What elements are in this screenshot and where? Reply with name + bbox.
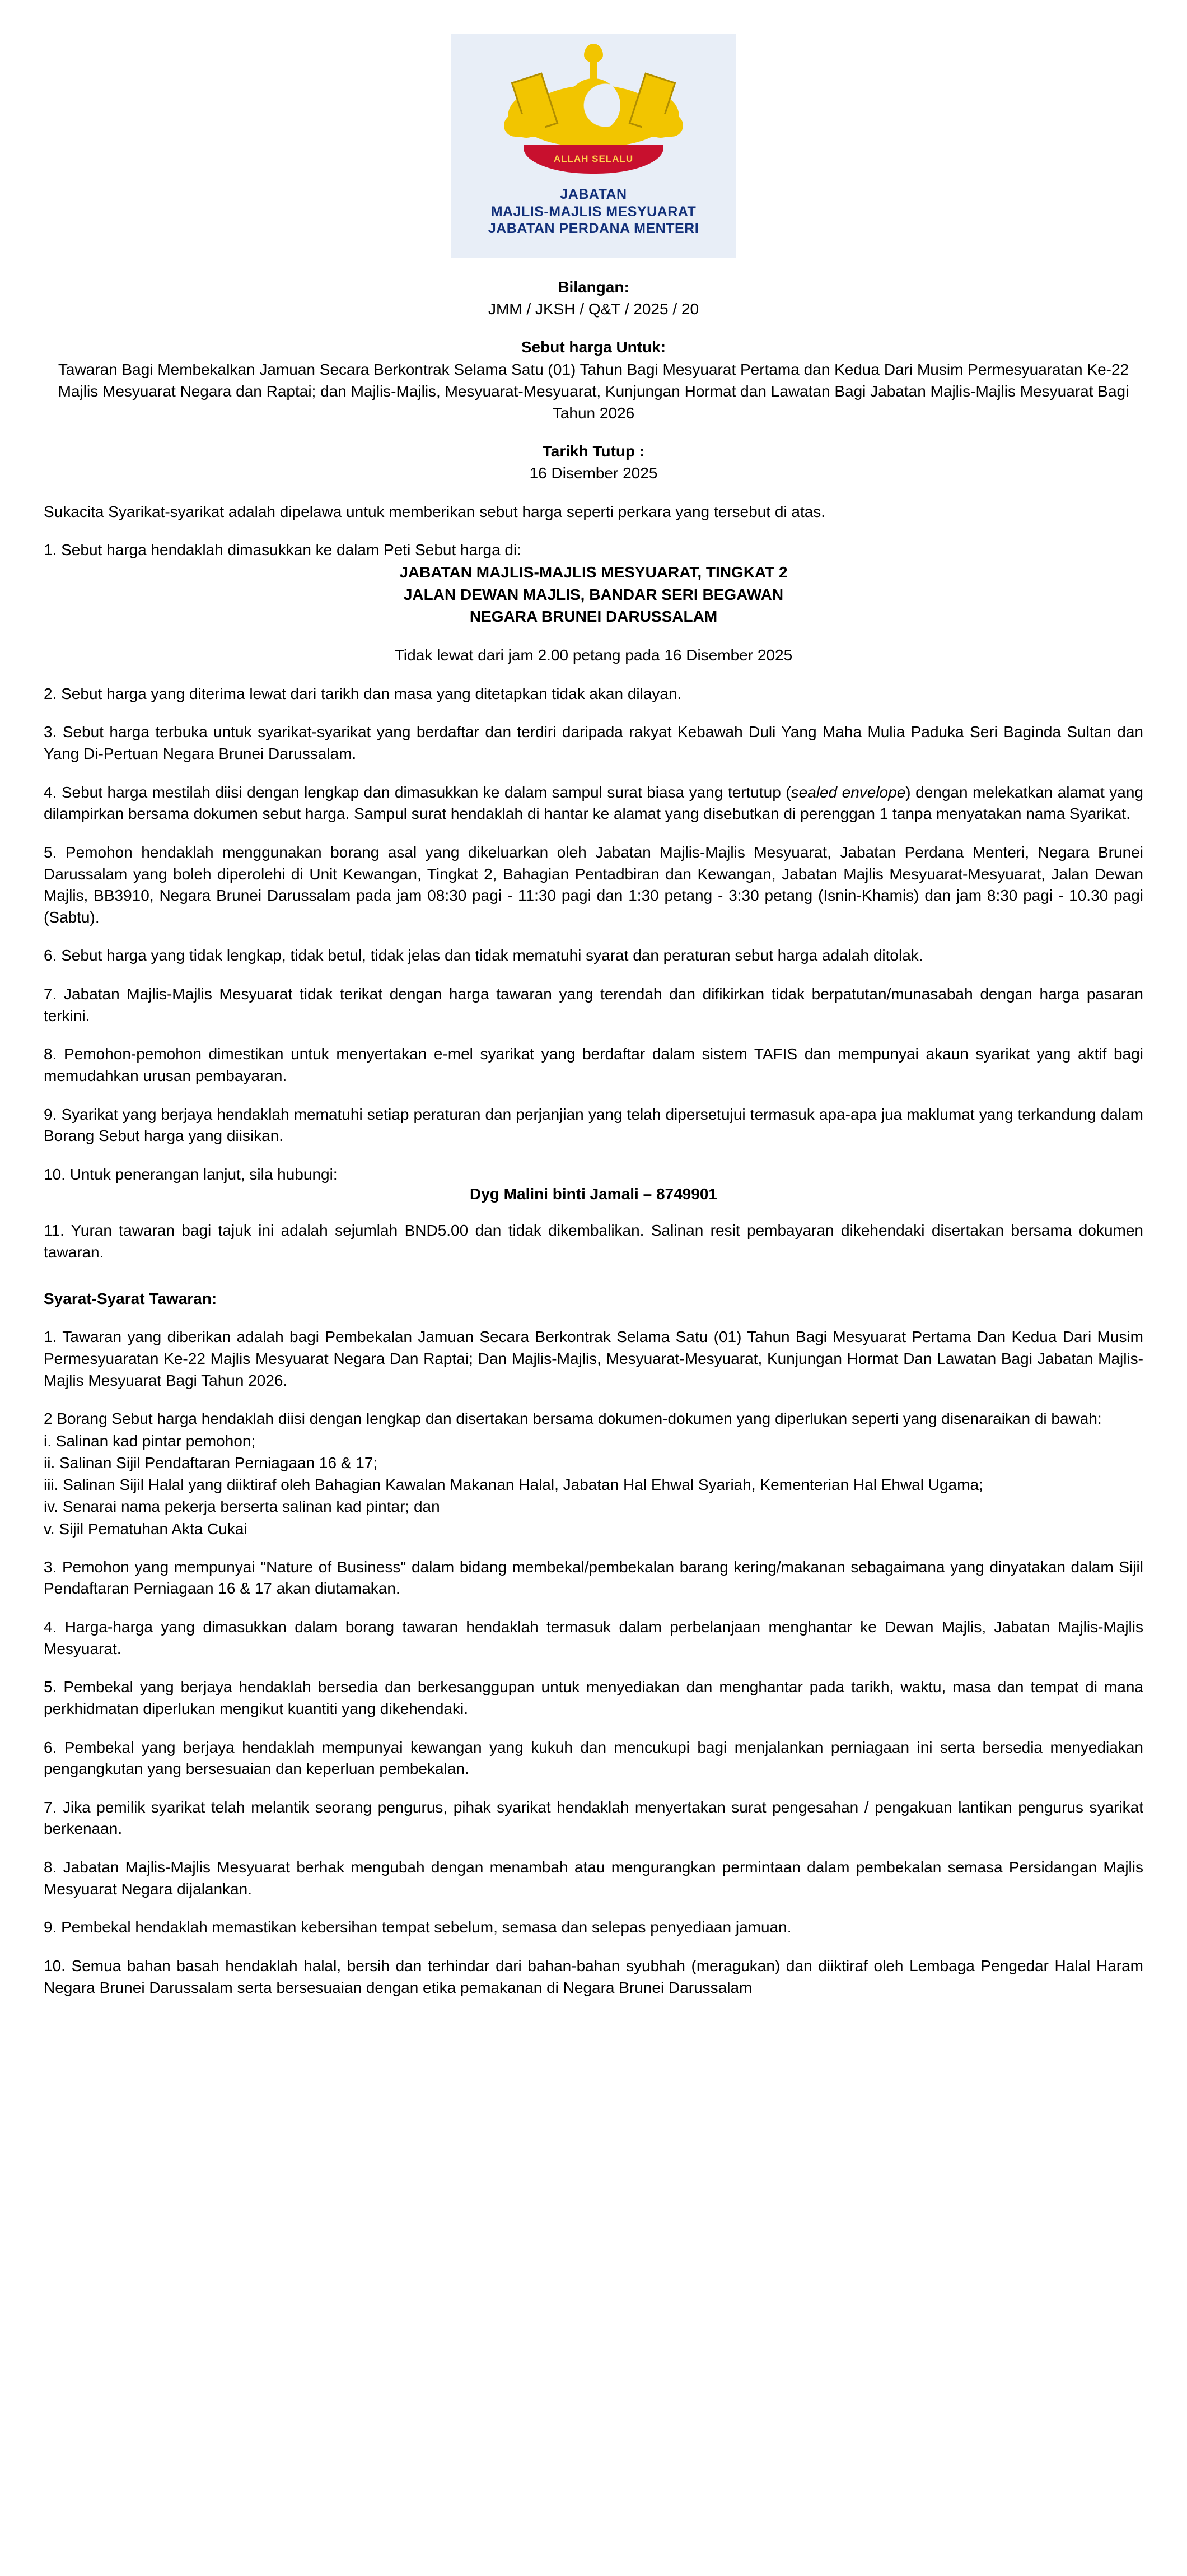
term-2-item-iii: iii. Salinan Sijil Halal yang diiktiraf oleh Bahagian Kawalan Makanan Halal, Jabatan Hal Ehwal Syariah, Kementerian Hal Ehwal Ugama;	[44, 1476, 983, 1494]
term-6: 6. Pembekal yang berjaya hendaklah mempunyai kewangan yang kukuh dan mencukupi bagi menjalankan perniagaan ini serta bersedia menyediakan pengangkutan yang bersesuaian dan keperluan pembekalan.	[44, 1738, 1143, 1778]
clause-11: 11. Yuran tawaran bagi tajuk ini adalah sejumlah BND5.00 dan tidak dikembalikan. Salinan resit pembayaran dikehendaki disertakan bersama dokumen tawaran.	[44, 1222, 1143, 1261]
clause-2: 2. Sebut harga yang diterima lewat dari tarikh dan masa yang ditetapkan tidak akan dilayan.	[44, 684, 682, 702]
clause-1-lead: 1. Sebut harga hendaklah dimasukkan ke dalam Peti Sebut harga di:	[44, 541, 522, 559]
clause-6: 6. Sebut harga yang tidak lengkap, tidak betul, tidak jelas dan tidak mematuhi syarat dan peraturan sebut harga adalah ditolak.	[44, 947, 923, 965]
clause-10-lead: 10. Untuk penerangan lanjut, sila hubungi:	[44, 1165, 338, 1183]
reference-label: Bilangan:	[558, 278, 629, 296]
term-3: 3. Pemohon yang mempunyai "Nature of Business" dalam bidang membekal/pembekalan barang kering/makanan sebagaimana yang dinyatakan dalam Sijil Pendaftaran Perniagaan 16 & 17 akan diutamakan.	[44, 1558, 1143, 1597]
clause-4	[44, 782, 1143, 825]
clause-8: 8. Pemohon-pemohon dimestikan untuk menyertakan e-mel syarikat yang berdaftar dalam sistem TAFIS dan mempunyai akaun syarikat yang aktif bagi memudahkan urusan pembayaran.	[44, 1045, 1143, 1084]
clause-4-emphasis: sealed envelope	[791, 783, 906, 801]
closing-date-value: 16 Disember 2025	[529, 464, 658, 482]
term-2-item-v: v. Sijil Pematuhan Akta Cukai	[44, 1520, 247, 1538]
term-8: 8. Jabatan Majlis-Majlis Mesyuarat berhak mengubah dengan menambah atau mengurangkan permintaan dalam pembekalan semasa Persidangan Majlis Mesyuarat Negara dijalankan.	[44, 1858, 1143, 1898]
term-1: 1. Tawaran yang diberikan adalah bagi Pembekalan Jamuan Secara Berkontrak Selama Satu (01) Tahun Bagi Mesyuarat Pertama Dan Kedua Dari Musim Permesyuaratan Ke-22 Majlis Mesyuarat Negara Dan Raptai; Dan Majlis-Majlis, Mesyuarat-Mesyuarat, Kunjungan Hormat Dan Lawatan Bagi Jabatan Majlis-Majlis Mesyuarat Bagi Tahun 2026.	[44, 1328, 1143, 1389]
reference-value: JMM / JKSH / Q&T / 2025 / 20	[488, 300, 699, 318]
intro-paragraph: Sukacita Syarikat-syarikat adalah dipelawa untuk memberikan sebut harga seperti perkara yang tersebut di atas.	[44, 502, 826, 520]
logo-title-line-2: MAJLIS-MAJLIS MESYUARAT	[490, 203, 697, 220]
department-logo	[451, 34, 736, 258]
term-7: 7. Jika pemilik syarikat telah melantik seorang pengurus, pihak syarikat hendaklah menyertakan surat pengesahan / pengakuan lantikan pengurus syarikat berkenaan.	[44, 1798, 1143, 1838]
address-line-3: NEGARA BRUNEI DARUSSALAM	[469, 608, 718, 626]
address-line-2: JALAN DEWAN MAJLIS, BANDAR SERI BEGAWAN	[403, 585, 784, 603]
contact-person: Dyg Malini binti Jamali – 8749901	[470, 1185, 717, 1203]
clause-4-part-b: ) dengan melekatkan alamat yang dilampirkan bersama dokumen sebut harga. Sampul surat hendaklah di hantar ke alamat yang disebutkan di perenggan 1 tanpa menyatakan nama Syarikat.	[44, 783, 1143, 823]
terms-heading: Syarat-Syarat Tawaran:	[44, 1289, 217, 1307]
logo-title-line-1: JABATAN	[560, 187, 627, 202]
brunei-crest-icon	[510, 44, 677, 184]
deadline-note: Tidak lewat dari jam 2.00 petang pada 16 Disember 2025	[394, 646, 793, 664]
logo-title	[488, 186, 699, 237]
term-9: 9. Pembekal hendaklah memastikan kebersihan tempat sebelum, semasa dan selepas penyediaan jamuan.	[44, 1918, 792, 1936]
clause-5: 5. Pemohon hendaklah menggunakan borang asal yang dikeluarkan oleh Jabatan Majlis-Majlis Mesyuarat, Jabatan Perdana Menteri, Negara Brunei Darussalam yang boleh diperolehi di Unit Kewangan, Tingkat 2, Bahagian Pentadbiran dan Kewangan, Jabatan Majlis Mesyuarat-Mesyuarat, Jalan Dewan Majlis, BB3910, Negara Brunei Darussalam pada jam 08:30 pagi - 11:30 pagi dan 1:30 petang - 3:30 petang (Isnin-Khamis) dan jam 8:30 pagi - 10.30 pagi (Sabtu).	[44, 843, 1143, 926]
term-5: 5. Pembekal yang berjaya hendaklah bersedia dan berkesanggupan untuk menyediakan dan menghantar pada tarikh, waktu, masa dan tempat di mana perkhidmatan diperlukan mengikut kuantiti yang dikehendaki.	[44, 1678, 1143, 1717]
term-2-item-iv: iv. Senarai nama pekerja berserta salinan kad pintar; dan	[44, 1498, 440, 1516]
term-2-lead: 2 Borang Sebut harga hendaklah diisi dengan lengkap dan disertakan bersama dokumen-dokumen yang diperlukan seperti yang disenaraikan di bawah:	[44, 1410, 1102, 1428]
term-2-item-i: i. Salinan kad pintar pemohon;	[44, 1432, 256, 1450]
clause-7: 7. Jabatan Majlis-Majlis Mesyuarat tidak terikat dengan harga tawaran yang terendah dan difikirkan tidak berpatutan/munasabah dengan harga pasaran terkini.	[44, 985, 1143, 1024]
quotation-text: Tawaran Bagi Membekalkan Jamuan Secara Berkontrak Selama Satu (01) Tahun Bagi Mesyuarat Pertama dan Kedua Dari Musim Permesyuaratan Ke-22 Majlis Mesyuarat Negara dan Raptai; dan Majlis-Majlis, Mesyuarat-Mesyuarat, Kunjungan Hormat dan Lawatan Bagi Jabatan Majlis-Majlis Mesyuarat Bagi Tahun 2026	[58, 360, 1129, 422]
closing-date-label: Tarikh Tutup :	[542, 442, 645, 460]
term-4: 4. Harga-harga yang dimasukkan dalam borang tawaran hendaklah termasuk dalam perbelanjaan menghantar ke Dewan Majlis, Jabatan Majlis-Majlis Mesyuarat.	[44, 1618, 1143, 1657]
clause-4-part-a: 4. Sebut harga mestilah diisi dengan lengkap dan dimasukkan ke dalam sampul surat biasa yang tertutup (	[44, 783, 791, 801]
clause-9: 9. Syarikat yang berjaya hendaklah mematuhi setiap peraturan dan perjanjian yang telah dipersetujui termasuk apa-apa jua maklumat yang terkandung dalam Borang Sebut harga yang diisikan.	[44, 1105, 1143, 1145]
term-2-item-ii: ii. Salinan Sijil Pendaftaran Perniagaan 16 & 17;	[44, 1454, 378, 1471]
letterhead	[44, 34, 1143, 258]
clause-3: 3. Sebut harga terbuka untuk syarikat-syarikat yang berdaftar dan terdiri daripada rakyat Kebawah Duli Yang Maha Mulia Paduka Seri Baginda Sultan dan Yang Di-Pertuan Negara Brunei Darussalam.	[44, 723, 1143, 763]
term-10: 10. Semua bahan basah hendaklah halal, bersih dan terhindar dari bahan-bahan syubhah (meragukan) dan diiktiraf oleh Lembaga Pengedar Halal Haram Negara Brunei Darussalam serta bersesuaian dengan etika pemakanan di Negara Brunei Darussalam	[44, 1957, 1143, 1996]
crest-motto: ALLAH SELALU	[553, 153, 634, 164]
submission-address	[44, 561, 1143, 628]
address-line-1: JABATAN MAJLIS-MAJLIS MESYUARAT, TINGKAT 2	[399, 563, 788, 581]
logo-title-line-3: JABATAN PERDANA MENTERI	[488, 221, 699, 236]
quotation-label: Sebut harga Untuk:	[521, 338, 666, 356]
